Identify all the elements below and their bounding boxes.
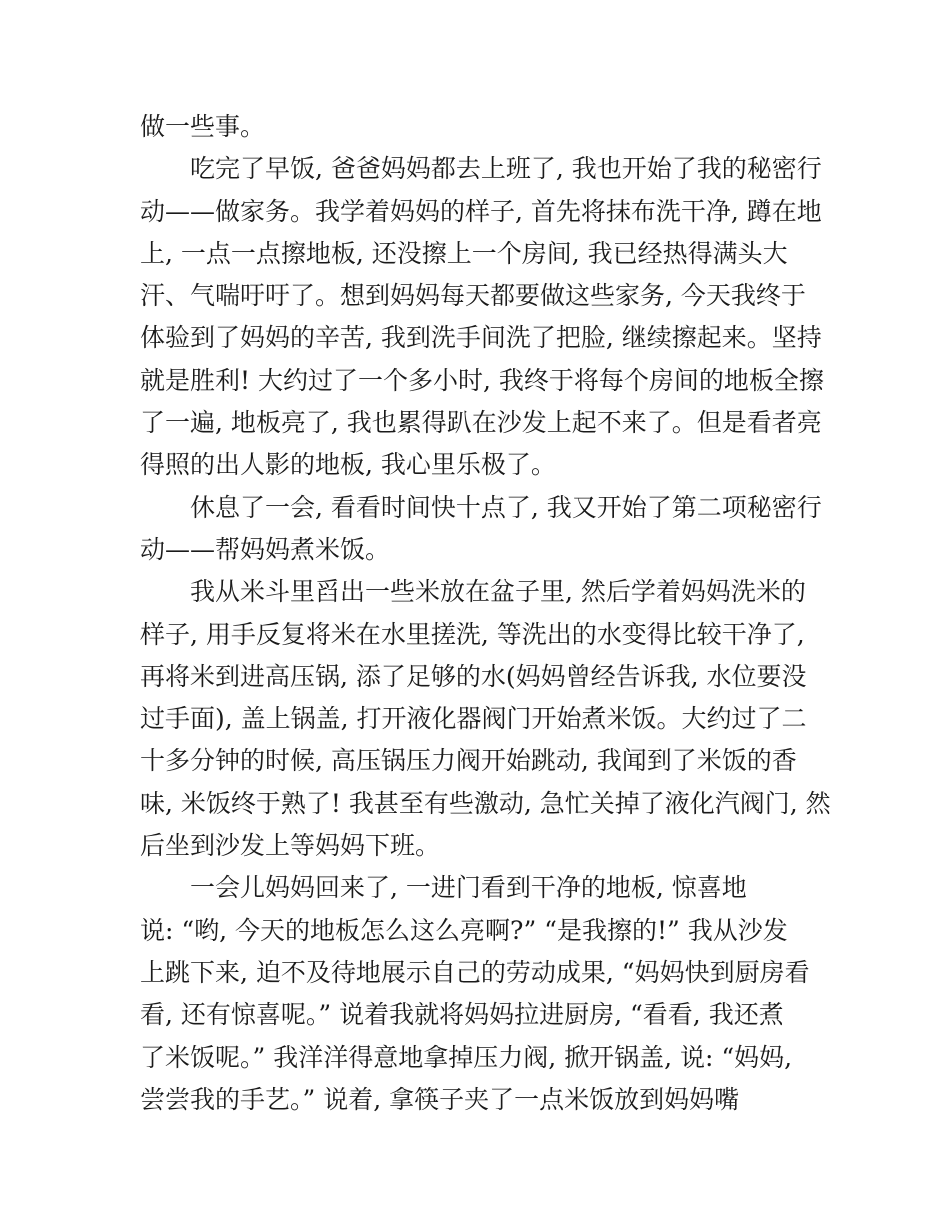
text-line: 尝尝我的手艺。” 说着, 拿筷子夹了一点米饭放到妈妈嘴: [140, 1084, 740, 1114]
text-line: 了一遍, 地板亮了, 我也累得趴在沙发上起不来了。但是看者亮: [140, 408, 822, 438]
body-text: [140, 106, 831, 1121]
text-line: 动——帮妈妈煮米饭。: [140, 534, 391, 564]
paragraph-start-line: 我从米斗里舀出一些米放在盆子里, 然后学着妈妈洗米的: [190, 577, 806, 607]
text-line: 后坐到沙发上等妈妈下班。: [140, 831, 441, 861]
text-line: 味, 米饭终于熟了! 我甚至有些激动, 急忙关掉了液化汽阀门, 然: [140, 788, 831, 818]
text-line: 上跳下来, 迫不及待地展示自己的劳动成果, “妈妈快到厨房看: [140, 957, 810, 987]
text-line: 说: “哟, 今天的地板怎么这么亮啊?” “是我擦的!” 我从沙发: [140, 915, 788, 945]
text-line: 过手面), 盖上锅盖, 打开液化器阀门开始煮米饭。大约过了二: [140, 704, 807, 734]
text-line: 样子, 用手反复将米在水里搓洗, 等洗出的水变得比较干净了,: [140, 619, 805, 649]
paragraph-start-line: 吃完了早饭, 爸爸妈妈都去上班了, 我也开始了我的秘密行: [190, 154, 822, 184]
text-line: 十多分钟的时候, 高压锅压力阀开始跳动, 我闻到了米饭的香: [140, 746, 797, 776]
text-line: 得照的出人影的地板, 我心里乐极了。: [140, 450, 556, 480]
paragraph-start-line: 休息了一会, 看看时间快十点了, 我又开始了第二项秘密行: [190, 492, 822, 522]
text-line: 再将米到进高压锅, 添了足够的水(妈妈曾经告诉我, 水位要没: [140, 661, 807, 691]
text-line: 做一些事。: [140, 112, 266, 141]
text-line: 汗、气喘吁吁了。想到妈妈每天都要做这些家务, 今天我终于: [140, 281, 806, 311]
text-line: 就是胜利! 大约过了一个多小时, 我终于将每个房间的地板全擦: [140, 365, 824, 395]
text-line: 动——做家务。我学着妈妈的样子, 首先将抹布洗干净, 蹲在地: [140, 196, 822, 226]
text-line: 体验到了妈妈的辛苦, 我到洗手间洗了把脸, 继续擦起来。坚持: [140, 323, 822, 353]
paragraph-start-line: 一会儿妈妈回来了, 一进门看到干净的地板, 惊喜地: [190, 873, 747, 903]
text-line: 看, 还有惊喜呢。” 说着我就将妈妈拉进厨房, “看看, 我还煮: [140, 1000, 784, 1030]
text-line: 上, 一点一点擦地板, 还没擦上一个房间, 我已经热得满头大: [140, 238, 788, 268]
text-line: 了米饭呢。” 我洋洋得意地拿掉压力阀, 掀开锅盖, 说: “妈妈,: [140, 1042, 793, 1072]
